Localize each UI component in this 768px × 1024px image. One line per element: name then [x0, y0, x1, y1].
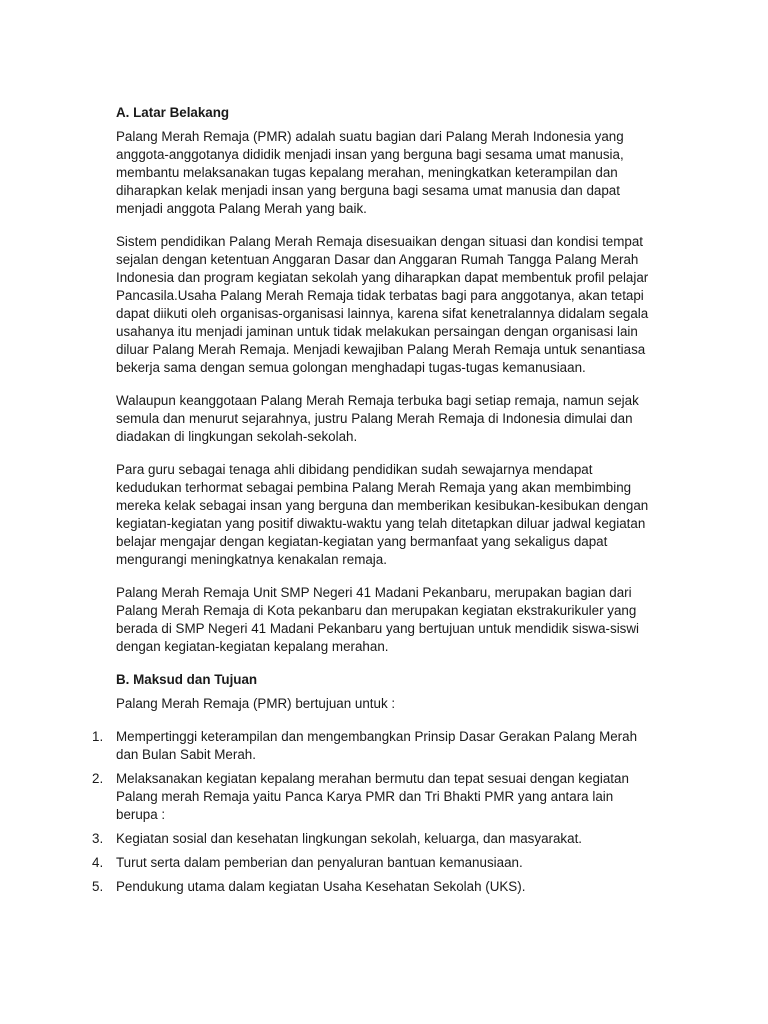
- list-item-number: 4.: [92, 855, 104, 870]
- list-item-text: Kegiatan sosial dan kesehatan lingkungan sekolah, keluarga, dan masyarakat.: [116, 831, 583, 846]
- list-item-number: 1.: [92, 729, 104, 744]
- list-item: [92, 728, 654, 764]
- section-a-heading: A. Latar Belakang: [116, 105, 230, 120]
- section-a-paragraph-5: Palang Merah Remaja Unit SMP Negeri 41 Madani Pekanbaru, merupakan bagian dari Palang Merah Remaja di Kota pekanbaru dan merupakan kegiatan ekstrakurikuler yang berada di SMP Negeri 41 Madani Pekanbaru yang bertujuan untuk mendidik siswa-siswi dengan kegiatan-kegiatan kepalang merahan.: [116, 585, 640, 654]
- section-b-intro: Palang Merah Remaja (PMR) bertujuan untuk :: [116, 696, 396, 711]
- list-item: [92, 770, 654, 824]
- section-b-heading: B. Maksud dan Tujuan: [116, 672, 258, 687]
- section-a-paragraph-3: Walaupun keanggotaan Palang Merah Remaja terbuka bagi setiap remaja, namun sejak semula dan menurut sejarahnya, justru Palang Merah Remaja di Indonesia dimulai dan diadakan di lingkungan sekolah-sekolah.: [116, 393, 639, 444]
- list-item-text: Mempertinggi keterampilan dan mengembangkan Prinsip Dasar Gerakan Palang Merah dan Bulan Sabit Merah.: [116, 729, 638, 762]
- list-item-number: 3.: [92, 831, 104, 846]
- section-a-paragraph-1: Palang Merah Remaja (PMR) adalah suatu bagian dari Palang Merah Indonesia yang anggota-anggotanya dididik menjadi insan yang berguna bagi sesama umat manusia, membantu melaksanakan tugas kepalang merahan, meningkatkan keterampilan dan diharapkan kelak menjadi insan yang berguna bagi sesama umat manusia dan dapat menjadi anggota Palang Merah yang baik.: [116, 129, 624, 216]
- section-a-paragraph-2: Sistem pendidikan Palang Merah Remaja disesuaikan dengan situasi dan kondisi tempat sejalan dengan ketentuan Anggaran Dasar dan Anggaran Rumah Tangga Palang Merah Indonesia dan program kegiatan sekolah yang diharapkan dapat membentuk profil pelajar Pancasila.Usaha Palang Merah Remaja tidak terbatas bagi para anggotanya, akan tetapi dapat diikuti oleh organisas-organisasi lainnya, karena sifat kenetralannya didalam segala usahanya itu menjadi jaminan untuk tidak melakukan persaingan dengan organisasi lain diluar Palang Merah Remaja. Menjadi kewajiban Palang Merah Remaja untuk senantiasa bekerja sama dengan semua golongan menghadapi tugas-tugas kemanusiaan.: [116, 234, 649, 375]
- list-item: [92, 830, 654, 848]
- document-body: [92, 104, 654, 902]
- list-item: [92, 854, 654, 872]
- list-item-text: Turut serta dalam pemberian dan penyaluran bantuan kemanusiaan.: [116, 855, 523, 870]
- list-item: [92, 878, 654, 896]
- list-item-text: Pendukung utama dalam kegiatan Usaha Kesehatan Sekolah (UKS).: [116, 879, 526, 894]
- list-item-text: Melaksanakan kegiatan kepalang merahan bermutu dan tepat sesuai dengan kegiatan Palang merah Remaja yaitu Panca Karya PMR dan Tri Bhakti PMR yang antara lain berupa :: [116, 771, 629, 822]
- section-a-paragraph-4: Para guru sebagai tenaga ahli dibidang pendidikan sudah sewajarnya mendapat kedudukan terhormat sebagai pembina Palang Merah Remaja yang akan membimbing mereka kelak sebagai insan yang berguna dan memberikan kesibukan-kesibukan dengan kegiatan-kegiatan yang positif diwaktu-waktu yang telah ditetapkan diluar jadwal kegiatan belajar mengajar dengan kegiatan-kegiatan yang bermanfaat yang sekaligus dapat mengurangi meningkatnya kenakalan remaja.: [116, 462, 649, 567]
- list-item-number: 2.: [92, 771, 104, 786]
- list-item-number: 5.: [92, 879, 104, 894]
- objectives-list: [92, 728, 654, 896]
